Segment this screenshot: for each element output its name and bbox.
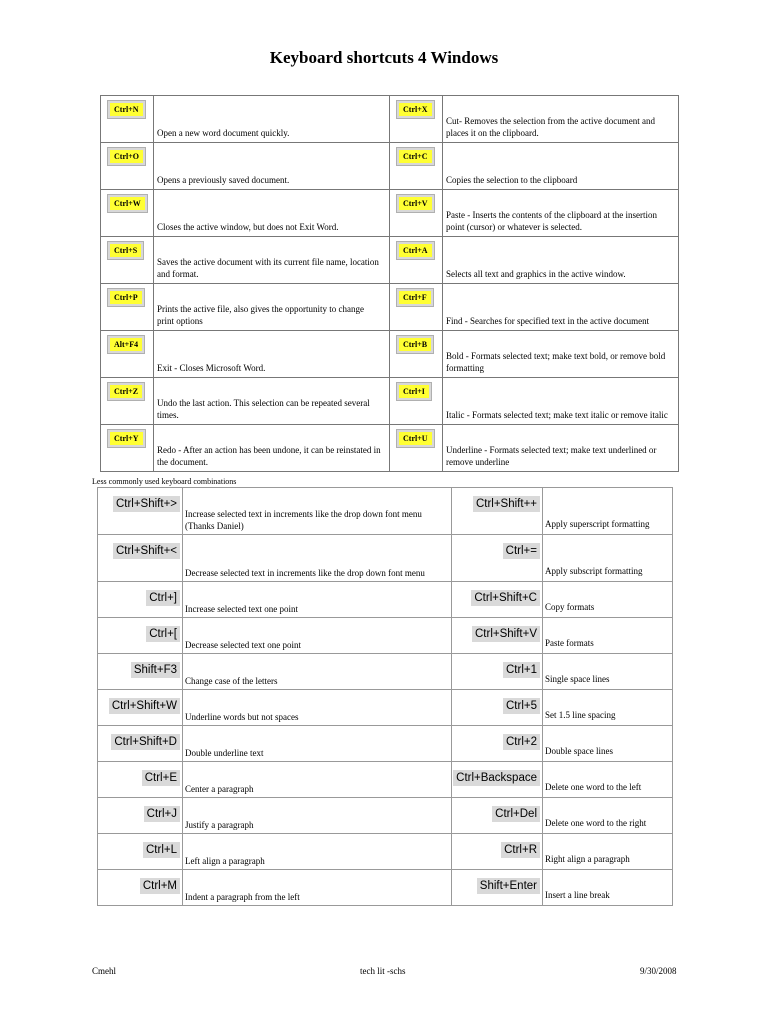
shortcut-description: Single space lines	[545, 674, 610, 684]
shortcut-description: Copy formats	[545, 602, 595, 612]
shortcut-description: Apply subscript formatting	[545, 566, 643, 576]
table-row	[101, 284, 679, 331]
shortcut-key: Ctrl+Shift+W	[109, 698, 180, 714]
shortcut-key: Ctrl+Shift+V	[472, 626, 540, 642]
main-shortcuts-table	[100, 95, 679, 472]
shortcut-description: Right align a paragraph	[545, 854, 630, 864]
table-row	[101, 237, 679, 284]
shortcut-description: Insert a line break	[545, 890, 610, 900]
footer-date: 9/30/2008	[640, 966, 677, 976]
shortcut-description: Paste - Inserts the contents of the clipboard at the insertion point (cursor) or whatever is selected.	[443, 190, 679, 237]
shortcut-key: Ctrl+Shift+C	[471, 590, 540, 606]
shortcut-key: Ctrl+R	[501, 842, 540, 858]
section-caption: Less commonly used keyboard combinations	[92, 477, 237, 486]
shortcut-key: Ctrl+1	[503, 662, 540, 678]
shortcut-description: Decrease selected text one point	[185, 640, 301, 650]
table-row	[98, 690, 673, 726]
shortcut-key: Shift+Enter	[477, 878, 540, 894]
shortcut-key: Ctrl+J	[144, 806, 180, 822]
shortcut-key: Ctrl+Shift+>	[113, 496, 180, 512]
shortcut-description: Bold - Formats selected text; make text bold, or remove bold formatting	[443, 331, 679, 378]
table-row	[98, 618, 673, 654]
shortcut-key: Ctrl+N	[108, 101, 145, 118]
table-row	[101, 96, 679, 143]
shortcut-key: Ctrl+]	[146, 590, 180, 606]
shortcut-key: Ctrl+E	[142, 770, 180, 786]
shortcut-description: Closes the active window, but does not Exit Word.	[154, 190, 390, 237]
shortcut-description: Set 1.5 line spacing	[545, 710, 616, 720]
footer-center: tech lit -schs	[360, 966, 406, 976]
shortcut-description: Double space lines	[545, 746, 613, 756]
shortcut-description: Justify a paragraph	[185, 820, 254, 830]
shortcut-key: Ctrl+P	[108, 289, 144, 306]
table-row	[101, 331, 679, 378]
shortcut-key: Ctrl+Backspace	[453, 770, 540, 786]
shortcut-key: Ctrl+S	[108, 242, 143, 259]
shortcut-description: Delete one word to the right	[545, 818, 647, 828]
table-row	[98, 834, 673, 870]
shortcut-description: Exit - Closes Microsoft Word.	[154, 331, 390, 378]
shortcut-description: Center a paragraph	[185, 784, 254, 794]
shortcut-description: Undo the last action. This selection can be repeated several times.	[154, 378, 390, 425]
table-row	[98, 654, 673, 690]
shortcut-description: Underline words but not spaces	[185, 712, 299, 722]
shortcut-description: Open a new word document quickly.	[154, 96, 390, 143]
table-row	[101, 190, 679, 237]
shortcut-key: Ctrl+=	[503, 543, 540, 559]
shortcut-key: Ctrl+2	[503, 734, 540, 750]
shortcut-key: Ctrl+A	[397, 242, 434, 259]
shortcut-description: Indent a paragraph from the left	[185, 892, 300, 902]
footer-author: Cmehl	[92, 966, 116, 976]
shortcut-key: Ctrl+[	[146, 626, 180, 642]
shortcut-description: Copies the selection to the clipboard	[443, 143, 679, 190]
shortcut-description: Opens a previously saved document.	[154, 143, 390, 190]
shortcut-key: Ctrl+Del	[492, 806, 540, 822]
secondary-shortcuts-table	[97, 487, 673, 906]
page-title: Keyboard shortcuts 4 Windows	[269, 48, 499, 67]
table-row	[98, 488, 673, 535]
shortcut-key: Ctrl+X	[397, 101, 434, 118]
shortcut-description: Selects all text and graphics in the active window.	[443, 237, 679, 284]
shortcut-description: Cut- Removes the selection from the active document and places it on the clipboard.	[443, 96, 679, 143]
shortcut-key: Ctrl+L	[143, 842, 180, 858]
table-row	[101, 143, 679, 190]
shortcut-description: Apply superscript formatting	[545, 519, 650, 529]
table-row	[98, 535, 673, 582]
shortcut-key: Ctrl+Z	[108, 383, 144, 400]
table-row	[98, 870, 673, 906]
shortcut-key: Ctrl+U	[397, 430, 434, 447]
table-row	[98, 726, 673, 762]
shortcut-key: Ctrl+Shift+D	[111, 734, 180, 750]
shortcut-description: Find - Searches for specified text in the active document	[443, 284, 679, 331]
shortcut-key: Shift+F3	[131, 662, 180, 678]
table-row	[98, 582, 673, 618]
shortcut-description: Decrease selected text in increments like the drop down font menu	[185, 568, 425, 578]
shortcut-description: Double underline text	[185, 748, 264, 758]
shortcut-key: Ctrl+F	[397, 289, 433, 306]
shortcut-key: Ctrl+Shift++	[473, 496, 540, 512]
shortcut-description: Paste formats	[545, 638, 594, 648]
shortcut-key: Ctrl+V	[397, 195, 434, 212]
shortcut-key: Ctrl+C	[397, 148, 434, 165]
shortcut-description: Underline - Formats selected text; make text underlined or remove underline	[443, 425, 679, 472]
shortcut-key: Ctrl+B	[397, 336, 433, 353]
shortcut-key: Alt+F4	[108, 336, 144, 353]
shortcut-key: Ctrl+M	[140, 878, 180, 894]
shortcut-key: Ctrl+5	[503, 698, 540, 714]
shortcut-description: Left align a paragraph	[185, 856, 265, 866]
shortcut-key: Ctrl+I	[397, 383, 431, 400]
shortcut-description: Redo - After an action has been undone, it can be reinstated in the document.	[154, 425, 390, 472]
shortcut-key: Ctrl+W	[108, 195, 147, 212]
table-row	[101, 378, 679, 425]
shortcut-key: Ctrl+Y	[108, 430, 145, 447]
shortcut-description: Increase selected text in increments like the drop down font menu (Thanks Daniel)	[185, 509, 422, 531]
table-row	[98, 762, 673, 798]
shortcut-description: Prints the active file, also gives the opportunity to change print options	[154, 284, 390, 331]
shortcut-key: Ctrl+O	[108, 148, 145, 165]
shortcut-description: Increase selected text one point	[185, 604, 298, 614]
shortcut-description: Delete one word to the left	[545, 782, 642, 792]
shortcut-description: Saves the active document with its current file name, location and format.	[154, 237, 390, 284]
shortcut-description: Italic - Formats selected text; make text italic or remove italic	[443, 378, 679, 425]
shortcut-key: Ctrl+Shift+<	[113, 543, 180, 559]
table-row	[98, 798, 673, 834]
table-row	[101, 425, 679, 472]
shortcut-description: Change case of the letters	[185, 676, 278, 686]
